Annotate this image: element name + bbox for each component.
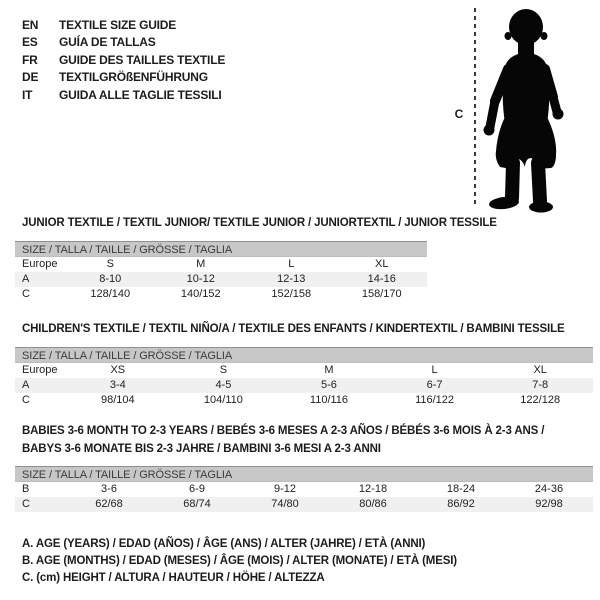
row-value: 68/74 — [183, 498, 211, 510]
table-row — [15, 257, 427, 272]
row-value: 116/122 — [415, 393, 455, 406]
row-value: 122/128 — [520, 393, 561, 406]
language-label: TEXTILE SIZE GUIDE — [59, 18, 177, 32]
language-label: GUIDE DES TAILLES TEXTILE — [59, 52, 226, 67]
row-value: XL — [375, 257, 389, 270]
legend-line: A. AGE (YEARS) / EDAD (AÑOS) / ÂGE (ANS) / ALTER (JAHRE) / ETÀ (ANNI) — [22, 538, 426, 550]
baby-silhouette-shape — [484, 9, 564, 213]
babies-textile-section — [15, 423, 593, 512]
row-value: 6-7 — [426, 378, 443, 391]
size-table — [15, 363, 593, 408]
row-value: 6-9 — [189, 483, 205, 495]
row-value: 12-13 — [277, 272, 306, 285]
row-value: 74/80 — [271, 498, 299, 510]
row-label: Europe — [22, 257, 58, 270]
height-label-c: C — [454, 107, 464, 121]
row-value: 62/68 — [95, 498, 123, 510]
table-row — [15, 272, 427, 287]
row-value: 158/170 — [361, 287, 402, 300]
table-title-line: BABIES 3-6 MONTH TO 2-3 YEARS / BEBÉS 3-6 MESES A 2-3 AÑOS / BÉBÉS 3-6 MOIS À 2-3 ANS / — [22, 425, 545, 437]
language-item — [22, 17, 225, 34]
row-value: 5-6 — [321, 378, 337, 391]
row-value: M — [196, 257, 206, 270]
row-value: 4-5 — [215, 378, 232, 391]
table-title-line: CHILDREN'S TEXTILE / TEXTIL NIÑO/A / TEXTILE DES ENFANTS / KINDERTEXTIL / BAMBINI TESSILE — [22, 323, 565, 335]
row-value: 3-4 — [109, 378, 126, 391]
table-title-line: JUNIOR TEXTILE / TEXTIL JUNIOR/ TEXTILE JUNIOR / JUNIORTEXTIL / JUNIOR TESSILE — [22, 217, 497, 229]
row-value: 80/86 — [359, 498, 387, 510]
row-value: 9-12 — [273, 483, 297, 495]
language-list — [22, 17, 225, 104]
row-value: 7-8 — [532, 378, 549, 391]
table-title-line: BABYS 3-6 MONATE BIS 2-3 JAHRE / BAMBINI 3-6 MESI A 2-3 ANNI — [22, 442, 381, 455]
language-code: DE — [22, 70, 39, 85]
language-item — [22, 34, 225, 51]
row-value: S — [106, 257, 114, 270]
legend-line: B. AGE (MONTHS) / EDAD (MESES) / ÂGE (MOIS) / ALTER (MONATE) / ETÀ (MESI) — [22, 555, 457, 568]
table-title — [22, 215, 497, 233]
measure-legend — [22, 536, 457, 588]
row-value: 12-18 — [358, 483, 388, 495]
size-table — [15, 257, 427, 302]
row-value: 3-6 — [101, 483, 117, 495]
row-value: 98/104 — [100, 393, 135, 406]
language-label: GUÍA DE TALLAS — [59, 35, 156, 50]
row-value: XS — [110, 363, 126, 376]
row-value: XL — [533, 363, 547, 376]
table-row — [15, 378, 593, 393]
row-value: 10-12 — [186, 272, 215, 285]
size-header-bar: SIZE / TALLA / TAILLE / GRÖSSE / TAGLIA — [15, 347, 593, 363]
table-row — [15, 287, 427, 302]
table-row — [15, 393, 593, 408]
row-value: 110/116 — [309, 393, 349, 406]
size-table — [15, 482, 593, 512]
row-value: M — [324, 363, 334, 376]
language-code: ES — [22, 35, 38, 50]
row-value: L — [288, 257, 295, 270]
row-value: 8-10 — [99, 272, 122, 285]
row-value: 104/110 — [203, 393, 243, 406]
table-row — [15, 497, 593, 512]
language-label: GUIDA ALLE TAGLIE TESSILI — [59, 87, 222, 102]
row-value: 18-24 — [446, 483, 476, 495]
row-value: L — [431, 363, 438, 376]
row-label: A — [22, 272, 30, 285]
junior-textile-section — [15, 215, 497, 302]
language-code: IT — [22, 87, 33, 102]
size-header-bar: SIZE / TALLA / TAILLE / GRÖSSE / TAGLIA — [15, 466, 593, 482]
row-value: 140/152 — [180, 287, 221, 300]
row-value: 14-16 — [367, 272, 396, 285]
row-value: 92/98 — [535, 498, 563, 510]
table-row — [15, 363, 593, 378]
row-label: Europe — [22, 363, 58, 376]
children-textile-section — [15, 321, 593, 408]
table-row — [15, 482, 593, 497]
row-label: A — [22, 378, 30, 391]
legend-line: C. (cm) HEIGHT / ALTURA / HAUTEUR / HÖHE / ALTEZZA — [22, 572, 325, 585]
row-label: C — [22, 393, 30, 406]
row-value: 128/140 — [90, 287, 131, 300]
size-header-bar: SIZE / TALLA / TAILLE / GRÖSSE / TAGLIA — [15, 241, 427, 257]
row-value: 152/158 — [271, 287, 312, 300]
row-label: B — [22, 483, 30, 495]
language-item — [22, 52, 225, 69]
row-value: 24-36 — [534, 483, 564, 495]
row-value: S — [219, 363, 228, 376]
row-label: C — [22, 498, 30, 510]
language-code: EN — [22, 18, 39, 32]
language-item — [22, 69, 225, 86]
table-title — [22, 321, 593, 339]
row-label: C — [22, 287, 30, 300]
language-label: TEXTILGRÖßENFÜHRUNG — [59, 70, 208, 85]
row-value: 86/92 — [447, 498, 475, 510]
language-item — [22, 87, 225, 104]
language-code: FR — [22, 52, 38, 67]
table-title — [22, 423, 593, 458]
